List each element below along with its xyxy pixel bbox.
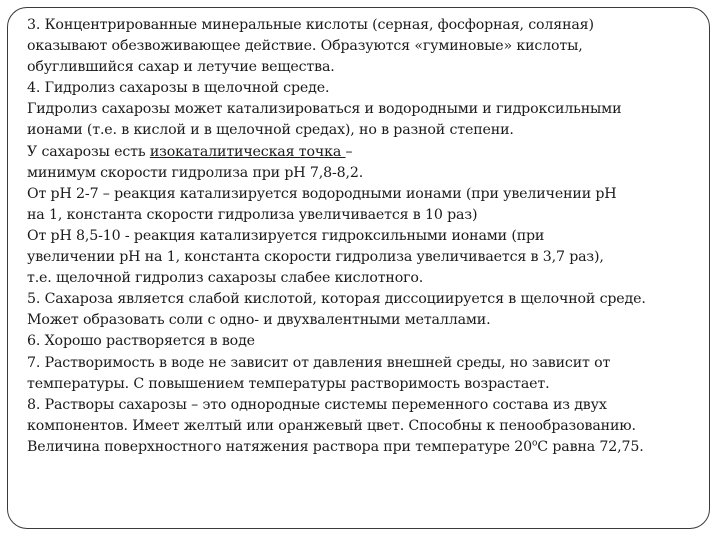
text-line: на 1, константа скорости гидролиза увеличивается в 10 раз) (27, 206, 478, 223)
text-line: 4. Гидролиз сахарозы в щелочной среде. (27, 80, 330, 97)
document-text (27, 15, 707, 458)
text-segment: – (345, 143, 353, 160)
text-line: компонентов. Имеет желтый или оранжевый цвет. Способны к пенообразованию. (27, 417, 636, 434)
text-line: 8. Растворы сахарозы – это однородные системы переменного состава из двух (27, 396, 607, 413)
isocatalytic-point-term: изокаталитическая точка (149, 143, 346, 160)
text-line: обуглившийся сахар и летучие вещества. (27, 59, 335, 76)
text-line: 5. Сахароза является слабой кислотой, которая диссоциируется в щелочной среде. (27, 291, 646, 308)
text-line: Может образовать соли с одно- и двухвалентными металлами. (27, 312, 491, 329)
text-line: ионами (т.е. в кислой и в щелочной средах), но в разной степени. (27, 122, 514, 139)
text-line (27, 437, 707, 458)
text-segment: С равна 72,75. (537, 438, 644, 455)
text-line: Гидролиз сахарозы может катализироваться и водородными и гидроксильными (27, 101, 622, 118)
text-line: увеличении рН на 1, константа скорости гидролиза увеличивается в 3,7 раз), (27, 249, 604, 266)
text-line: От рН 8,5-10 - реакция катализируется гидроксильными ионами (при (27, 227, 545, 244)
text-line (27, 142, 707, 163)
text-line: оказывают обезвоживающее действие. Образуются «гуминовые» кислоты, (27, 38, 583, 55)
text-line: 6. Хорошо растворяется в воде (27, 333, 255, 350)
text-segment: Величина поверхностного натяжения раствора при температуре 20 (27, 438, 533, 455)
text-line: 7. Растворимость в воде не зависит от давления внешней среды, но зависит от (27, 354, 611, 371)
text-line: 3. Концентрированные минеральные кислоты (серная, фосфорная, соляная) (27, 17, 594, 33)
text-line: т.е. щелочной гидролиз сахарозы слабее кислотного. (27, 270, 424, 287)
text-line: минимум скорости гидролиза при рН 7,8-8,2. (27, 164, 364, 181)
degree-superscript: о (532, 438, 538, 449)
text-line: температуры. С повышением температуры растворимость возрастает. (27, 375, 550, 392)
text-line: От рН 2-7 – реакция катализируется водородными ионами (при увеличении рН (27, 185, 617, 202)
text-segment: У сахарозы есть (27, 143, 150, 160)
